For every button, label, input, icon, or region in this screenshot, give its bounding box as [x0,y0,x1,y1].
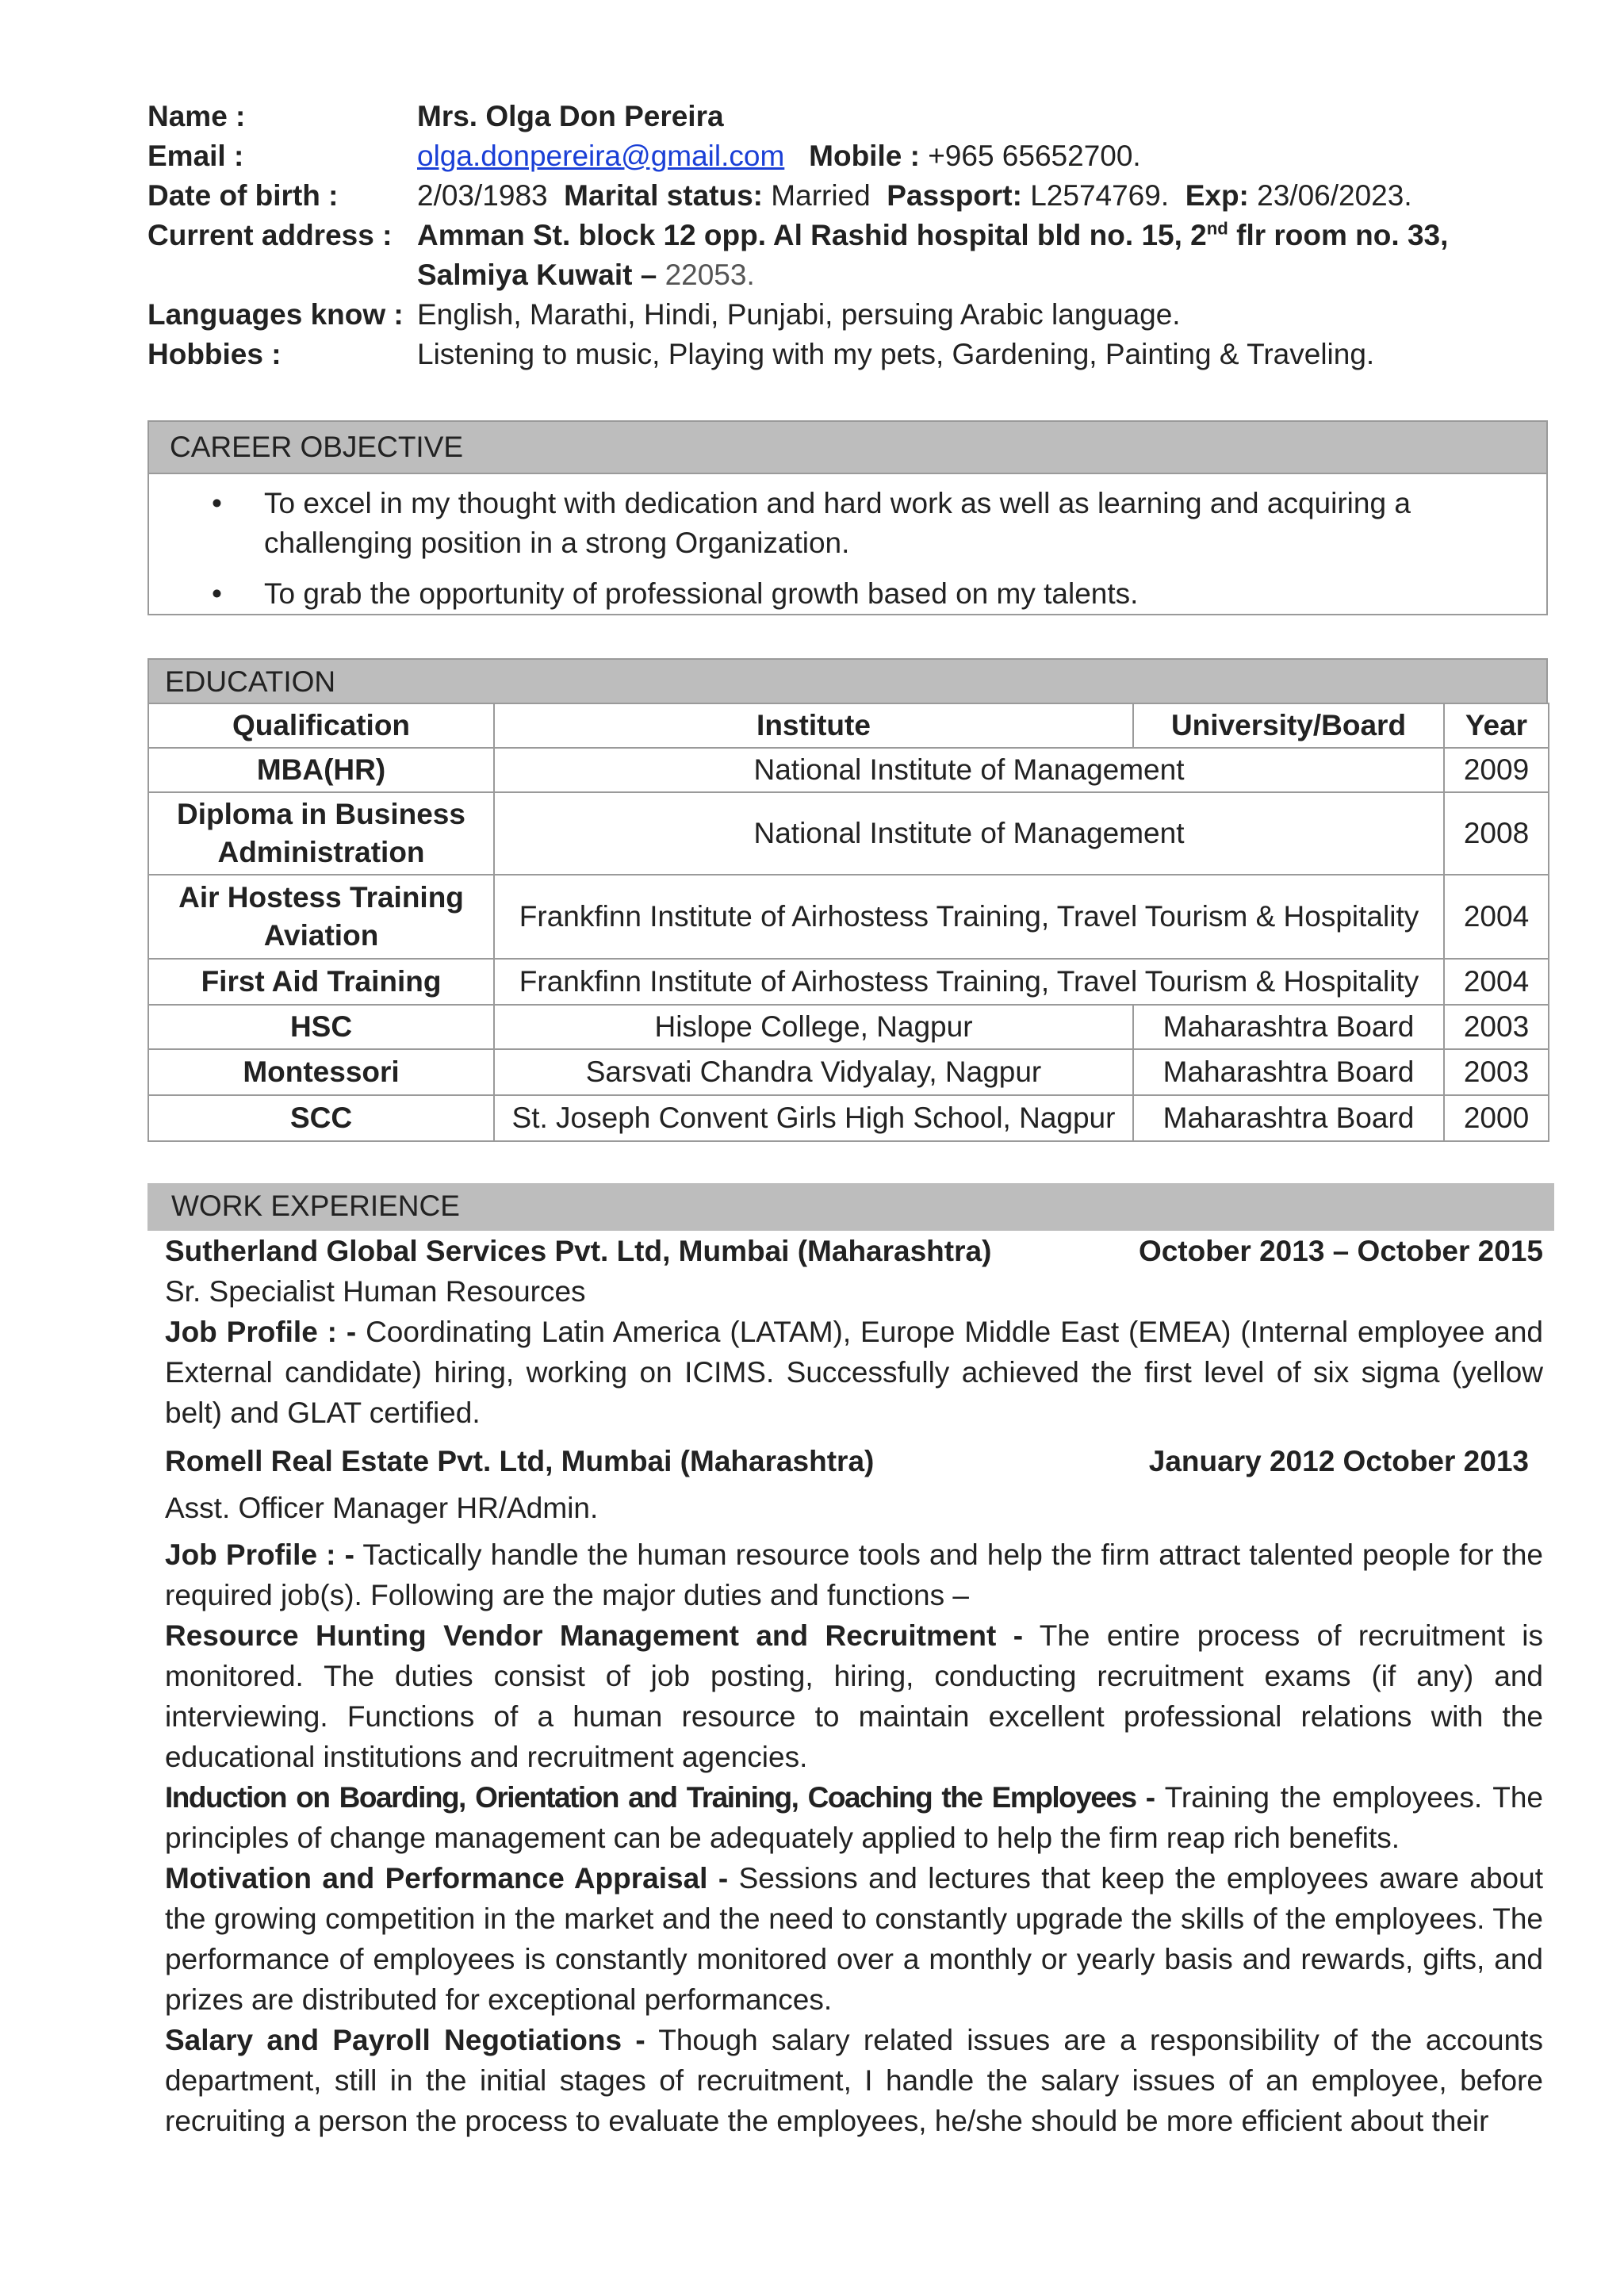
table-row [148,875,1549,959]
job-dates: October 2013 – October 2015 [1138,1235,1543,1267]
address-row-2 [147,255,1511,295]
email-label: Email : [147,140,244,172]
career-objective-box [147,474,1548,615]
marital-value: Married [771,179,871,212]
qualification-cell: MBA(HR) [148,748,494,792]
col-year: Year [1444,703,1549,748]
passport-value: L2574769. [1030,179,1170,212]
address-line-2: Salmiya Kuwait – 22053. [417,259,755,291]
languages-label: Languages know : [147,298,404,331]
table-row [148,1049,1549,1095]
table-row [148,1095,1549,1141]
hobbies-row [147,335,1511,374]
mobile-label: Mobile : [809,140,920,172]
job-title: Asst. Officer Manager HR/Admin. [165,1492,599,1524]
objective-item: • To grab the opportunity of professional growth based on my talents. [264,574,1517,614]
languages-row [147,295,1511,335]
qualification-cell: HSC [148,1005,494,1049]
dob-row [147,176,1511,216]
institute-cell: Sarsvati Chandra Vidyalay, Nagpur [494,1049,1133,1095]
institute-cell: Hislope College, Nagpur [494,1005,1133,1049]
duty-paragraph: Induction on Boarding, Orientation and Training, Coaching the Employees - Training the employees. The principles of change management can be adequately applied to help the firm reap rich benefits. [165,1781,1543,1854]
passport-label: Passport: [887,179,1022,212]
exp-label: Exp: [1185,179,1249,212]
dob-value: 2/03/1983 [417,179,548,212]
board-cell: Maharashtra Board [1133,1049,1444,1095]
institute-cell: Frankfinn Institute of Airhostess Training, Travel Tourism & Hospitality [494,875,1444,959]
job-profile: Job Profile : - Tactically handle the human resource tools and help the firm attract talented people for the required job(s). Following are the major duties and functions – [165,1538,1543,1611]
table-row [148,1005,1549,1049]
table-row [148,748,1549,792]
col-qualification: Qualification [148,703,494,748]
job-header [165,1231,1543,1271]
table-row [148,959,1549,1005]
job-title: Sr. Specialist Human Resources [165,1275,586,1308]
board-cell: Maharashtra Board [1133,1005,1444,1049]
institute-cell: National Institute of Management [494,748,1444,792]
mobile-value: +965 65652700. [928,140,1141,172]
qualification-cell: Montessori [148,1049,494,1095]
year-cell: 2003 [1444,1049,1549,1095]
email-link[interactable]: olga.donpereira@gmail.com [417,140,785,172]
year-cell: 2000 [1444,1095,1549,1141]
address-row [147,216,1511,255]
company-name: Sutherland Global Services Pvt. Ltd, Mumbai (Maharashtra) [165,1235,992,1267]
job-dates: January 2012 October 2013 [1148,1445,1529,1477]
year-cell: 2004 [1444,959,1549,1005]
objective-item: • To excel in my thought with dedication and hard work as well as learning and acquiring a challenging position in a strong Organization. [264,484,1517,563]
col-board: University/Board [1133,703,1444,748]
job-profile: Job Profile : - Coordinating Latin America (LATAM), Europe Middle East (EMEA) (Internal employee and External candidate) hiring, working on ICIMS. Successfully achieved the first level of six sigma (yellow belt) and GLAT certified. [165,1316,1544,1429]
name-row [147,97,1511,136]
education-heading: EDUCATION [147,658,1548,704]
board-cell: Maharashtra Board [1133,1095,1444,1141]
duty-paragraph: Salary and Payroll Negotiations - Though salary related issues are a responsibility of the accounts department, still in the initial stages of recruitment, I handle the salary issues of an employee, before recruiting a person the process to evaluate the employees, he/she should be more efficient about their [165,2024,1543,2137]
personal-details [147,97,1511,374]
job-header [165,1441,1543,1481]
work-experience-heading: WORK EXPERIENCE [147,1183,1554,1231]
bullet-icon: • [212,577,222,610]
bullet-icon: • [212,487,222,519]
institute-cell: National Institute of Management [494,792,1444,875]
email-row [147,136,1511,176]
col-institute: Institute [494,703,1133,748]
education-table [147,703,1549,1142]
address-line-1: Amman St. block 12 opp. Al Rashid hospital bld no. 15, 2nd flr room no. 33, [417,218,1449,251]
duty-paragraph: Resource Hunting Vendor Management and Recruitment - The entire process of recruitment is monitored. The duties consist of job posting, hiring, conducting recruitment exams (if any) and interviewing. Functions of a human resource to maintain excellent professional relations with the educational institutions and recruitment agencies. [165,1619,1543,1773]
qualification-cell: Air Hostess Training Aviation [148,875,494,959]
year-cell: 2008 [1444,792,1549,875]
hobbies-value: Listening to music, Playing with my pets, Gardening, Painting & Traveling. [417,338,1375,370]
address-label: Current address : [147,219,393,251]
qualification-cell: SCC [148,1095,494,1141]
work-experience [165,1231,1543,2141]
year-cell: 2003 [1444,1005,1549,1049]
institute-cell: Frankfinn Institute of Airhostess Training, Travel Tourism & Hospitality [494,959,1444,1005]
qualification-cell: Diploma in Business Administration [148,792,494,875]
exp-value: 23/06/2023. [1257,179,1412,212]
institute-cell: St. Joseph Convent Girls High School, Nagpur [494,1095,1133,1141]
qualification-cell: First Aid Training [148,959,494,1005]
candidate-name: Mrs. Olga Don Pereira [417,100,724,132]
marital-label: Marital status: [564,179,764,212]
year-cell: 2009 [1444,748,1549,792]
dob-label: Date of birth : [147,179,339,212]
hobbies-label: Hobbies : [147,338,282,370]
address-zip: 22053. [665,259,755,291]
languages-value: English, Marathi, Hindi, Punjabi, persuing Arabic language. [417,298,1181,331]
career-objective-heading: CAREER OBJECTIVE [147,420,1548,474]
company-name: Romell Real Estate Pvt. Ltd, Mumbai (Maharashtra) [165,1445,875,1477]
duty-paragraph: Motivation and Performance Appraisal - Sessions and lectures that keep the employees aware about the growing competition in the market and the need to constantly upgrade the skills of the employees. The performance of employees is constantly monitored over a monthly or yearly basis and rewards, gifts, and prizes are distributed for exceptional performances. [165,1862,1543,2016]
year-cell: 2004 [1444,875,1549,959]
table-header-row [148,703,1549,748]
table-row [148,792,1549,875]
name-label: Name : [147,100,246,132]
